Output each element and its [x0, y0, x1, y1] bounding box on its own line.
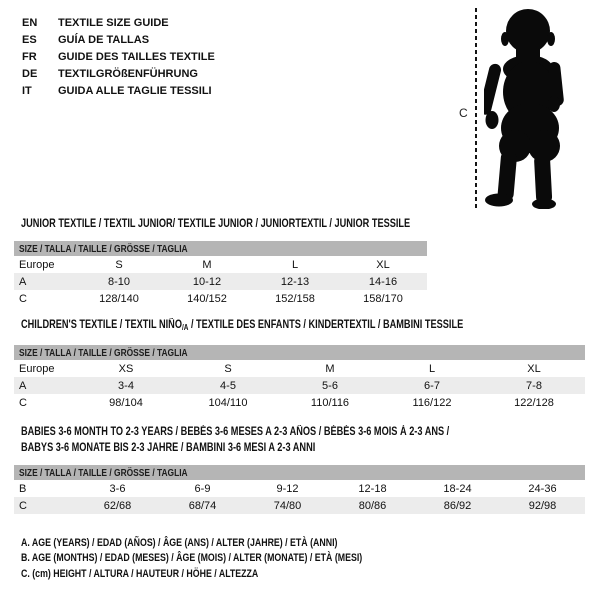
- title-suffix: / TEXTILE DES ENFANTS / KINDERTEXTIL / BAMBINI TESSILE: [188, 319, 464, 331]
- height-measure-dashed-line: [475, 8, 477, 209]
- table-row-age-months: [14, 480, 585, 497]
- cell: 140/152: [187, 292, 227, 305]
- cell: 116/122: [412, 396, 452, 409]
- children-table-title-text: [21, 317, 463, 336]
- cell: 110/116: [310, 396, 350, 409]
- cell: 152/158: [275, 292, 315, 305]
- language-label: GUIDA ALLE TAGLIE TESSILI: [58, 85, 212, 97]
- cell: 98/104: [109, 396, 143, 409]
- cell: 68/74: [188, 499, 217, 512]
- language-label: GUIDE DES TAILLES TEXTILE: [58, 51, 215, 63]
- language-row-it: [22, 83, 215, 100]
- language-code: DE: [22, 68, 38, 80]
- language-label: TEXTILE SIZE GUIDE: [58, 17, 169, 29]
- cell: L: [428, 362, 436, 375]
- junior-table-title: [21, 216, 507, 232]
- language-row-de: [22, 66, 215, 83]
- footnote-text: A. AGE (YEARS) / EDAD (AÑOS) / ÂGE (ANS) / ALTER (JAHRE) / ETÀ (ANNI): [21, 537, 338, 549]
- toddler-silhouette-icon: [484, 6, 574, 209]
- row-label: Europe: [19, 362, 55, 375]
- cell: 14-16: [368, 275, 398, 288]
- table-row-europe: [14, 256, 427, 273]
- cell: XL: [527, 362, 541, 375]
- language-row-fr: [22, 49, 215, 66]
- footnote-age-months: [21, 551, 448, 566]
- table-row-age-years: [14, 377, 585, 394]
- junior-table-title-text: JUNIOR TEXTILE / TEXTIL JUNIOR/ TEXTILE JUNIOR / JUNIORTEXTIL / JUNIOR TESSILE: [21, 218, 411, 230]
- size-header-text: SIZE / TALLA / TAILLE / GRÖSSE / TAGLIA: [19, 346, 188, 359]
- cell: 10-12: [192, 275, 222, 288]
- size-header-bar: [14, 465, 585, 480]
- cell: 128/140: [99, 292, 139, 305]
- cell: 62/68: [103, 499, 132, 512]
- footnotes: [21, 536, 448, 582]
- table-row-europe: [14, 360, 585, 377]
- row-label: A: [19, 379, 27, 392]
- size-header-text: SIZE / TALLA / TAILLE / GRÖSSE / TAGLIA: [19, 242, 188, 255]
- table-row-height-cm: [14, 497, 585, 514]
- cell: 80/86: [358, 499, 387, 512]
- cell: 12-13: [280, 275, 310, 288]
- row-label: Europe: [19, 258, 55, 271]
- cell: S: [115, 258, 123, 271]
- cell: 6-7: [424, 379, 440, 392]
- language-label: TEXTILGRÖßENFÜHRUNG: [58, 68, 198, 80]
- babies-table-title: [21, 424, 556, 456]
- cell: 9-12: [276, 482, 299, 495]
- cell: S: [224, 362, 232, 375]
- footnote-text: C. (cm) HEIGHT / ALTURA / HAUTEUR / HÖHE / ALTEZZA: [21, 567, 259, 580]
- table-row-height-cm: [14, 290, 427, 307]
- cell: 6-9: [194, 482, 211, 495]
- cell: 104/110: [208, 396, 248, 409]
- language-code: EN: [22, 17, 38, 29]
- cell: 122/128: [514, 396, 554, 409]
- cell: 8-10: [107, 275, 131, 288]
- row-label: C: [19, 292, 27, 305]
- junior-table: [14, 241, 427, 307]
- footnote-text: B. AGE (MONTHS) / EDAD (MESES) / ÂGE (MOIS) / ALTER (MONATE) / ETÀ (MESI): [21, 552, 363, 565]
- cell: 86/92: [443, 499, 472, 512]
- table-row-age-years: [14, 273, 427, 290]
- babies-table: [14, 465, 585, 514]
- height-measure-label: C: [459, 106, 468, 120]
- children-table-title: [21, 317, 574, 336]
- footnote-age-years: [21, 536, 448, 551]
- cell: 24-36: [528, 482, 557, 495]
- row-label: B: [19, 482, 27, 495]
- cell: 3-4: [118, 379, 134, 392]
- language-row-en: [22, 15, 215, 32]
- row-label: C: [19, 396, 27, 409]
- language-row-es: [22, 32, 215, 49]
- cell: 7-8: [526, 379, 542, 392]
- cell: 92/98: [528, 499, 557, 512]
- cell: 18-24: [443, 482, 472, 495]
- size-header-text: SIZE / TALLA / TAILLE / GRÖSSE / TAGLIA: [19, 466, 188, 479]
- cell: 3-6: [109, 482, 126, 495]
- cell: M: [202, 258, 212, 271]
- cell: 158/170: [363, 292, 403, 305]
- cell: XS: [118, 362, 134, 375]
- cell: 12-18: [358, 482, 387, 495]
- cell: 5-6: [322, 379, 338, 392]
- title-subscript: /A: [181, 323, 189, 332]
- language-code: ES: [22, 34, 37, 46]
- title-prefix: CHILDREN'S TEXTILE / TEXTIL NIÑO: [21, 319, 182, 331]
- language-label: GUÍA DE TALLAS: [58, 34, 150, 46]
- language-code: IT: [22, 85, 32, 97]
- row-label: A: [19, 275, 27, 288]
- size-header-bar: [14, 345, 585, 360]
- footnote-height: [21, 567, 448, 582]
- cell: 74/80: [273, 499, 302, 512]
- cell: XL: [376, 258, 390, 271]
- size-header-bar: [14, 241, 427, 256]
- cell: M: [325, 362, 335, 375]
- cell: L: [291, 258, 299, 271]
- row-label: C: [19, 499, 27, 512]
- children-table: [14, 345, 585, 411]
- table-row-height-cm: [14, 394, 585, 411]
- language-list: [22, 15, 215, 100]
- babies-title-line2: BABYS 3-6 MONATE BIS 2-3 JAHRE / BAMBINI 3-6 MESI A 2-3 ANNI: [21, 442, 316, 454]
- babies-title-line1: BABIES 3-6 MONTH TO 2-3 YEARS / BEBÉS 3-6 MESES A 2-3 AÑOS / BÉBÉS 3-6 MOIS À 2-3 ANS /: [21, 426, 450, 438]
- cell: 4-5: [220, 379, 236, 392]
- language-code: FR: [22, 51, 37, 63]
